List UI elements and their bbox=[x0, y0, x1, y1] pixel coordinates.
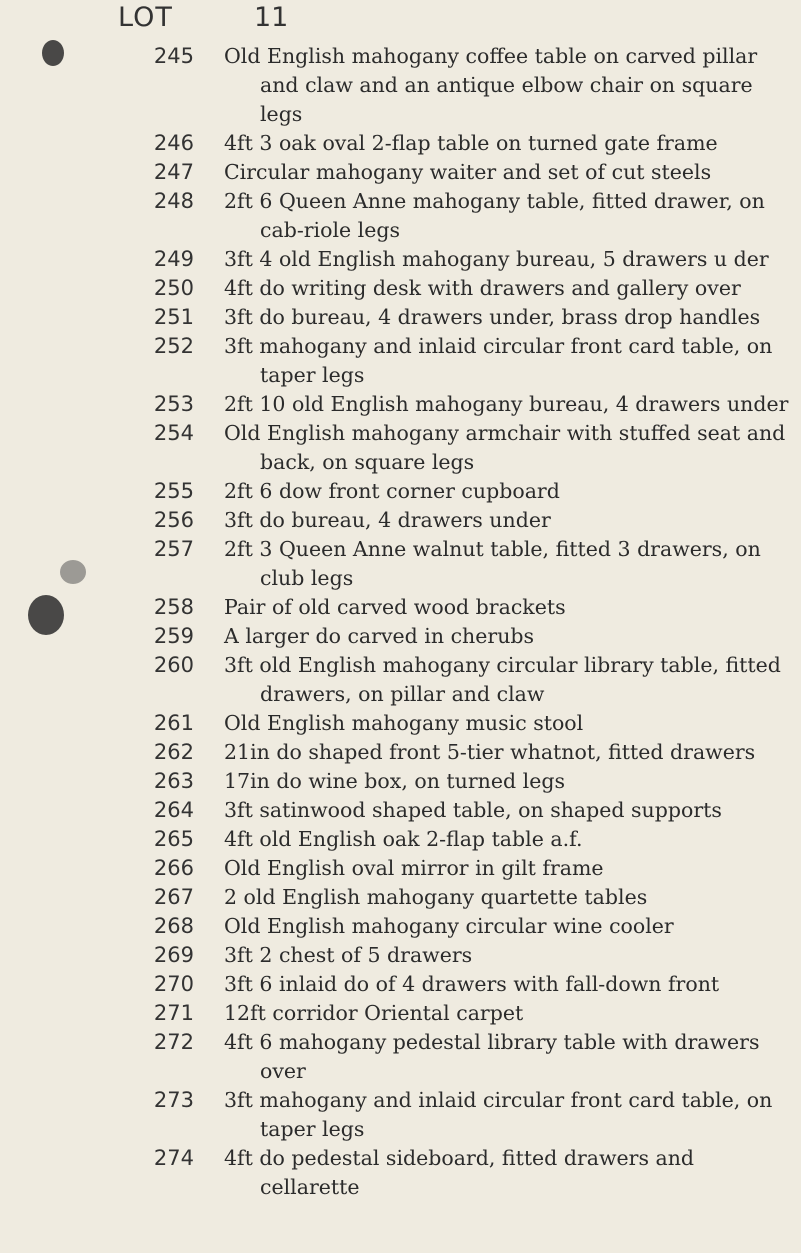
lot-column-heading: LOT bbox=[118, 2, 173, 33]
lot-number: 250 bbox=[153, 276, 194, 300]
lot-description: Pair of old carved wood brackets bbox=[224, 595, 566, 619]
lot-number: 259 bbox=[153, 624, 194, 648]
lot-description: Old English oval mirror in gilt frame bbox=[224, 856, 604, 880]
lot-entry bbox=[0, 129, 801, 158]
lot-entry bbox=[0, 912, 801, 941]
lot-number: 252 bbox=[153, 334, 194, 358]
lot-entry bbox=[0, 593, 801, 622]
lot-entry bbox=[0, 477, 801, 506]
lot-entry bbox=[0, 274, 801, 303]
lot-entry bbox=[0, 390, 801, 419]
lot-entry bbox=[0, 187, 801, 245]
lot-entry bbox=[0, 42, 801, 129]
lot-number: 271 bbox=[153, 1001, 194, 1025]
lot-description: 2ft 10 old English mahogany bureau, 4 drawers under bbox=[224, 392, 789, 416]
lot-description: Circular mahogany waiter and set of cut steels bbox=[224, 160, 712, 184]
lot-entry bbox=[0, 506, 801, 535]
lot-entry bbox=[0, 1028, 801, 1086]
lot-description: Old English mahogany coffee table on carved pillar and claw and an antique elbow chair on square legs bbox=[224, 44, 758, 126]
lot-entry bbox=[0, 535, 801, 593]
lot-description: 2ft 6 dow front corner cupboard bbox=[224, 479, 560, 503]
lot-description: 3ft do bureau, 4 drawers under bbox=[224, 508, 551, 532]
lot-number: 263 bbox=[153, 769, 194, 793]
page-number: 11 bbox=[254, 2, 289, 33]
lot-entry bbox=[0, 1144, 801, 1202]
lot-entry bbox=[0, 999, 801, 1028]
lot-entry bbox=[0, 767, 801, 796]
lot-entry bbox=[0, 854, 801, 883]
lot-entry bbox=[0, 303, 801, 332]
lot-number: 255 bbox=[153, 479, 194, 503]
lot-description: 4ft old English oak 2-flap table a.f. bbox=[224, 827, 583, 851]
lot-number: 262 bbox=[153, 740, 194, 764]
lot-entry bbox=[0, 245, 801, 274]
lot-description: 2 old English mahogany quartette tables bbox=[224, 885, 648, 909]
lot-number: 254 bbox=[153, 421, 194, 445]
lot-description: A larger do carved in cherubs bbox=[224, 624, 535, 648]
lot-entry bbox=[0, 825, 801, 854]
lot-number: 265 bbox=[153, 827, 194, 851]
lot-entry bbox=[0, 622, 801, 651]
lot-description: 21in do shaped front 5-tier whatnot, fitted drawers bbox=[224, 740, 756, 764]
lot-number: 269 bbox=[153, 943, 194, 967]
lot-description: 3ft mahogany and inlaid circular front card table, on taper legs bbox=[224, 334, 773, 387]
lot-number: 268 bbox=[153, 914, 194, 938]
lot-number: 249 bbox=[153, 247, 194, 271]
lot-list bbox=[0, 42, 801, 1202]
lot-entry bbox=[0, 738, 801, 767]
lot-number: 267 bbox=[153, 885, 194, 909]
lot-description: 17in do wine box, on turned legs bbox=[224, 769, 565, 793]
lot-description: 3ft satinwood shaped table, on shaped supports bbox=[224, 798, 722, 822]
lot-number: 258 bbox=[153, 595, 194, 619]
lot-number: 274 bbox=[153, 1146, 194, 1170]
lot-number: 257 bbox=[153, 537, 194, 561]
lot-description: Old English mahogany circular wine cooler bbox=[224, 914, 674, 938]
lot-entry bbox=[0, 796, 801, 825]
lot-description: 2ft 6 Queen Anne mahogany table, fitted drawer, on cab-riole legs bbox=[224, 189, 765, 242]
lot-number: 272 bbox=[153, 1030, 194, 1054]
lot-number: 247 bbox=[153, 160, 194, 184]
lot-entry bbox=[0, 1086, 801, 1144]
lot-description: 3ft 4 old English mahogany bureau, 5 drawers u der bbox=[224, 247, 769, 271]
lot-entry bbox=[0, 941, 801, 970]
lot-description: 3ft 6 inlaid do of 4 drawers with fall-down front bbox=[224, 972, 720, 996]
lot-entry bbox=[0, 332, 801, 390]
lot-description: 3ft old English mahogany circular library table, fitted drawers, on pillar and claw bbox=[224, 653, 781, 706]
lot-description: Old English mahogany armchair with stuffed seat and back, on square legs bbox=[224, 421, 786, 474]
lot-description: 3ft mahogany and inlaid circular front card table, on taper legs bbox=[224, 1088, 773, 1141]
lot-description: 3ft 2 chest of 5 drawers bbox=[224, 943, 473, 967]
lot-entry bbox=[0, 883, 801, 912]
lot-number: 248 bbox=[153, 189, 194, 213]
lot-number: 266 bbox=[153, 856, 194, 880]
lot-entry bbox=[0, 158, 801, 187]
lot-number: 251 bbox=[153, 305, 194, 329]
lot-number: 260 bbox=[153, 653, 194, 677]
lot-number: 246 bbox=[153, 131, 194, 155]
page-header bbox=[0, 2, 801, 42]
lot-description: 3ft do bureau, 4 drawers under, brass drop handles bbox=[224, 305, 761, 329]
lot-number: 264 bbox=[153, 798, 194, 822]
lot-number: 261 bbox=[153, 711, 194, 735]
lot-entry bbox=[0, 419, 801, 477]
lot-entry bbox=[0, 709, 801, 738]
lot-description: 4ft 6 mahogany pedestal library table with drawers over bbox=[224, 1030, 760, 1083]
lot-number: 245 bbox=[153, 44, 194, 68]
lot-entry bbox=[0, 970, 801, 999]
lot-description: 4ft do writing desk with drawers and gallery over bbox=[224, 276, 741, 300]
lot-description: 12ft corridor Oriental carpet bbox=[224, 1001, 524, 1025]
lot-description: 4ft 3 oak oval 2-flap table on turned gate frame bbox=[224, 131, 718, 155]
lot-number: 273 bbox=[153, 1088, 194, 1112]
lot-description: Old English mahogany music stool bbox=[224, 711, 584, 735]
lot-description: 2ft 3 Queen Anne walnut table, fitted 3 drawers, on club legs bbox=[224, 537, 761, 590]
lot-number: 256 bbox=[153, 508, 194, 532]
lot-number: 253 bbox=[153, 392, 194, 416]
lot-entry bbox=[0, 651, 801, 709]
lot-description: 4ft do pedestal sideboard, fitted drawers and cellarette bbox=[224, 1146, 695, 1199]
lot-number: 270 bbox=[153, 972, 194, 996]
